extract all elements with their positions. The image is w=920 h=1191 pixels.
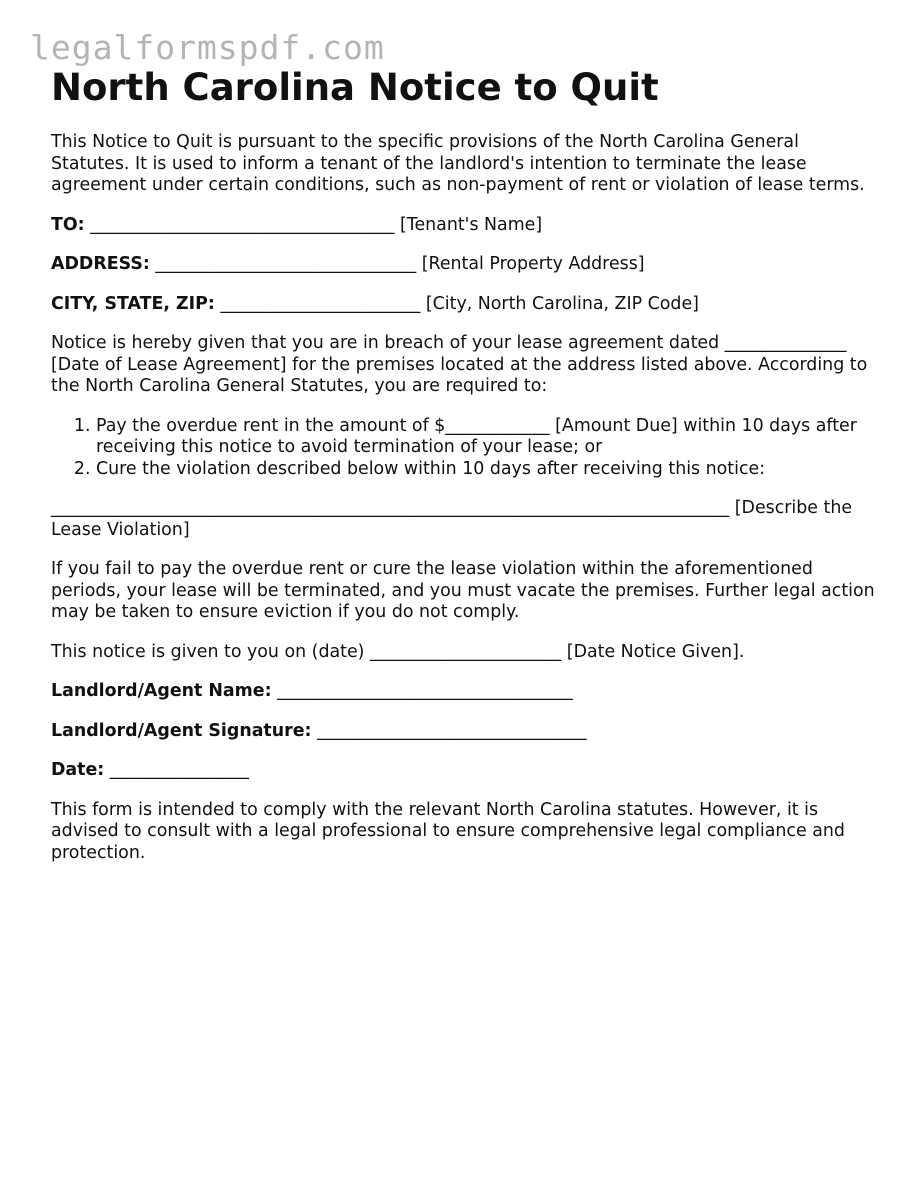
date-field [51,760,881,782]
document-body [51,64,881,864]
requirement-item-2: 2. Cure the violation described below within 10 days after receiving this notice: [96,459,881,481]
to-label: TO: [51,214,85,235]
to-field [51,215,881,237]
violation-description-line: ______________________________________________________________________________ [Describe the Lease Violation] [51,498,853,540]
to-value: ___________________________________ [Tenant's Name] [84,214,543,235]
landlord-name-value: __________________________________ [271,681,573,701]
date-label: Date: [51,760,105,780]
notice-date-line: This notice is given to you on (date) ______________________ [Date Notice Given]. [51,641,745,662]
landlord-name-label: Landlord/Agent Name: [51,681,272,701]
breach-paragraph: Notice is hereby given that you are in breach of your lease agreement dated ______________ [Date of Lease Agreement] for the premises located at the address listed above. According to the North Carolina General Statutes, you are required to: [51,333,868,396]
consequence-paragraph: If you fail to pay the overdue rent or cure the lease violation within the aforementioned periods, your lease will be terminated, and you must vacate the premises. Further legal action may be taken to ensure eviction if you do not comply. [51,559,875,622]
watermark-text: legalformspdf.com [30,28,385,67]
landlord-signature-value: _______________________________ [311,720,587,741]
address-field [51,254,881,276]
city-state-zip-field [51,294,881,316]
intro-paragraph: This Notice to Quit is pursuant to the specific provisions of the North Carolina General Statutes. It is used to inform a tenant of the landlord's intention to terminate the lease agreement under certain conditions, such as non-payment of rent or violation of lease terms. [51,132,865,195]
date-value: ________________ [104,760,249,780]
requirements-list [51,416,881,481]
city-state-zip-value: _______________________ [City, North Carolina, ZIP Code] [214,293,699,314]
landlord-signature-label: Landlord/Agent Signature: [51,720,312,741]
address-value: ______________________________ [Rental Property Address] [149,254,645,274]
page-title: North Carolina Notice to Quit [51,66,659,109]
city-state-zip-label: CITY, STATE, ZIP: [51,293,215,314]
requirement-item-1: 1. Pay the overdue rent in the amount of $____________ [Amount Due] within 10 days after receiving this notice to avoid termination of your lease; or [96,416,881,459]
address-label: ADDRESS: [51,254,150,274]
landlord-name-field [51,681,881,703]
disclaimer-paragraph: This form is intended to comply with the relevant North Carolina statutes. However, it is advised to consult with a legal professional to ensure comprehensive legal compliance and protection. [51,799,845,863]
landlord-signature-field [51,721,881,743]
